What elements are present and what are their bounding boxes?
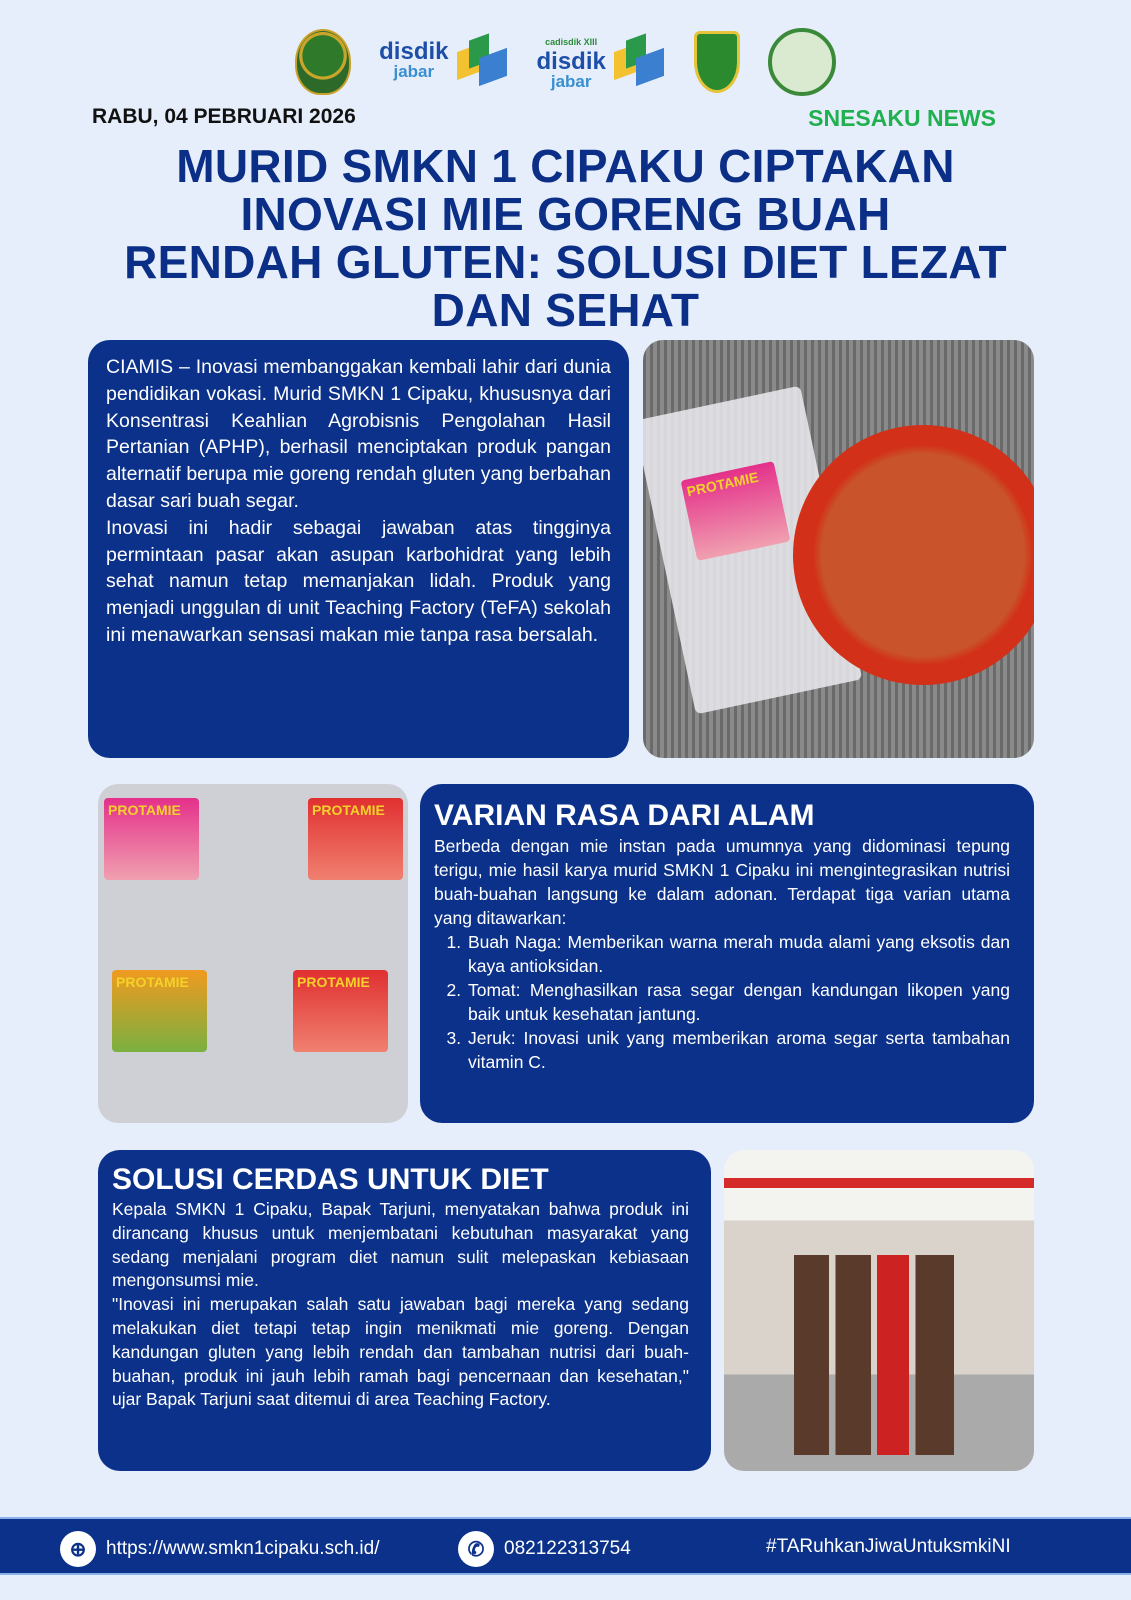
globe-icon: ⊕ (60, 1531, 96, 1567)
phone-icon: ✆ (458, 1531, 494, 1567)
product-variants-photo: PROTAMIE PROTAMIE PROTAMIE PROTAMIE (98, 784, 408, 1123)
solusi-box (98, 1150, 711, 1471)
brand-label: SNESAKU NEWS (808, 105, 996, 131)
intro-paragraph: Inovasi ini hadir sebagai jawaban atas tingginya permintaan pasar akan asupan karbohidrat yang lebih sehat namun tetap memanjakan lidah. Produk yang menjadi unggulan di unit Teaching Factory (TeFA) sekolah ini menawarkan sensasi makan mie tanpa rasa bersalah. (106, 516, 611, 646)
variant-item: 2. Tomat: Menghasilkan rasa segar dengan kandungan likopen yang baik untuk kesehatan jantung. (466, 978, 1010, 1026)
section-heading: SOLUSI CERDAS UNTUK DIET (112, 1163, 549, 1196)
hashtag: #TARuhkanJiwaUntuksmkiNI (766, 1536, 1011, 1557)
varian-paragraph: Berbeda dengan mie instan pada umumnya yang didominasi tepung terigu, mie hasil karya murid SMKN 1 Cipaku ini mengintegrasikan nutrisi buah-buahan langsung ke dalam adonan. Terdapat tiga varian utama yang ditawarkan: (434, 836, 1010, 928)
store-students-photo (724, 1150, 1034, 1471)
intro-paragraph: CIAMIS – Inovasi membanggakan kembali lahir dari dunia pendidikan vokasi. Murid SMKN 1 Cipaku, khususnya dari Konsentrasi Keahlian Agrobisnis Pengolahan Hasil Pertanian (APHP), berhasil menciptakan produk pangan alternatif berupa mie goreng rendah gluten yang berbahan dasar sari buah segar. (106, 356, 611, 512)
phone-link[interactable]: ✆ 082122313754 (458, 1531, 631, 1567)
solusi-paragraph: Kepala SMKN 1 Cipaku, Bapak Tarjuni, menyatakan bahwa produk ini dirancang khusus untuk menjembatani kebutuhan masyarakat yang sedang menjalani program diet namun sulit melepaskan kebiasaan mengonsumsi mie. (112, 1199, 689, 1291)
jabar-seal-logo (295, 29, 351, 95)
variant-item: 3. Jeruk: Inovasi unik yang memberikan aroma segar serta tambahan vitamin C. (466, 1026, 1010, 1074)
snesaku-emblem-logo (768, 28, 836, 96)
headline: MURID SMKN 1 CIPAKU CIPTAKAN INOVASI MIE GORENG BUAH RENDAH GLUTEN: SOLUSI DIET LEZAT DAN SEHAT (124, 140, 1007, 336)
footer-bar (0, 1517, 1131, 1575)
variant-item: 1. Buah Naga: Memberikan warna merah muda alami yang eksotis dan kaya antioksidan. (466, 930, 1010, 978)
logo-row (0, 26, 1131, 98)
intro-box (88, 340, 629, 758)
section-heading: VARIAN RASA DARI ALAM (434, 799, 815, 832)
disdik-jabar-logo: disdik jabar (379, 37, 508, 87)
solusi-paragraph: "Inovasi ini merupakan salah satu jawaban bagi mereka yang sedang melakukan diet tetapi tetap ingin menikmati mie goreng. Dengan kandungan gluten yang lebih rendah dan tambahan nutrisi dari buah-buahan, produk ini jauh lebih ramah bagi pencernaan dan kesehatan," ujar Bapak Tarjuni saat ditemui di area Teaching Factory. (112, 1294, 689, 1410)
varian-box (420, 784, 1034, 1123)
variant-list (466, 930, 1010, 1074)
website-link[interactable]: ⊕ https://www.smkn1cipaku.sch.id/ (60, 1531, 380, 1567)
cadisdik-logo: cadisdik XIII disdik jabar (537, 32, 666, 92)
noodle-bowl-photo: PROTAMIE (643, 340, 1034, 758)
publish-date: RABU, 04 PEBRUARI 2026 (92, 105, 356, 128)
smkn1-cipaku-shield-logo (694, 31, 740, 93)
